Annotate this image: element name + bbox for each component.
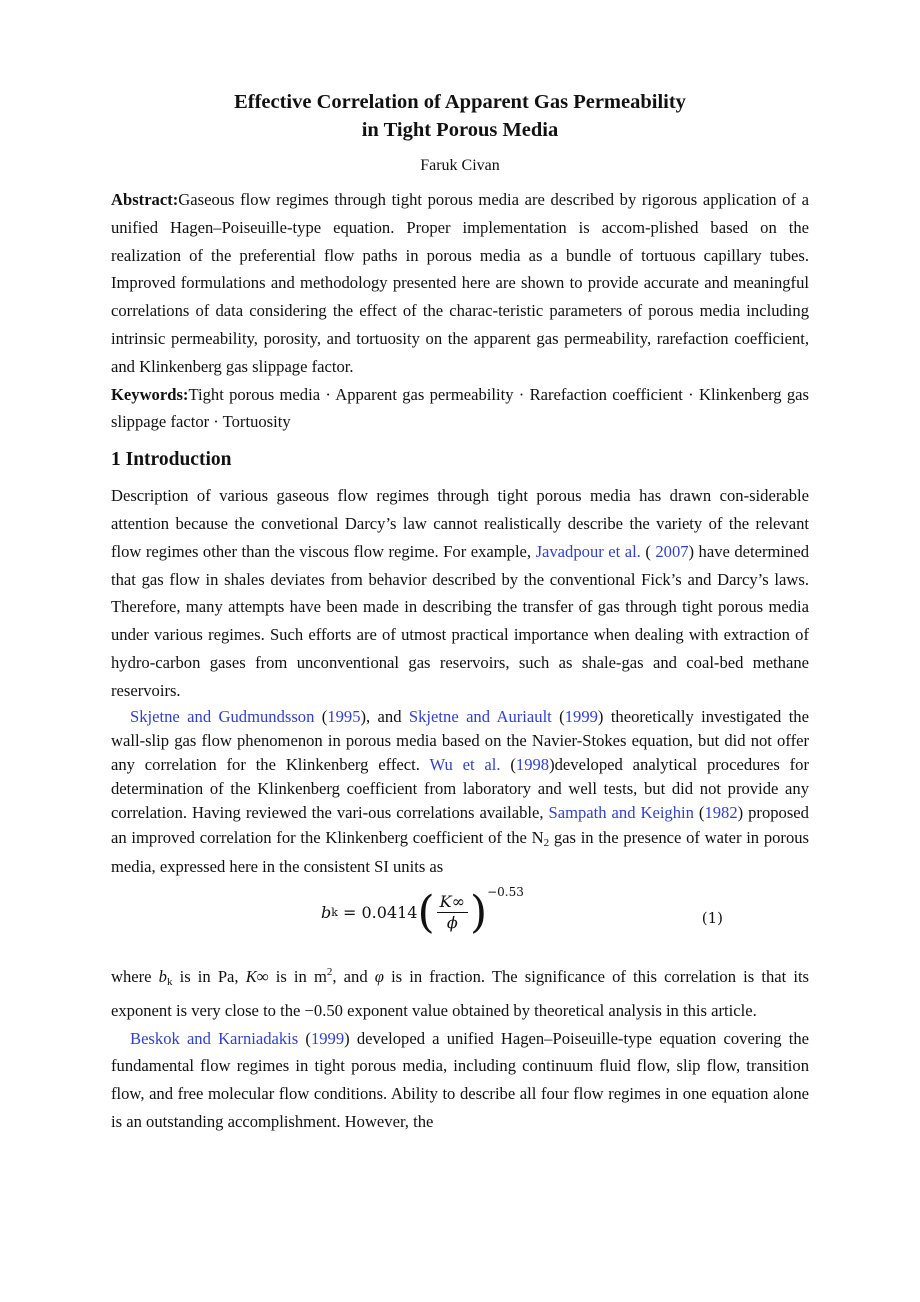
citation-link[interactable]: Javadpour et al.: [535, 541, 641, 561]
eq-left-paren: (: [417, 886, 435, 938]
paragraph-3: [111, 959, 809, 1025]
text-run: (: [500, 754, 516, 774]
text-run: (: [314, 706, 328, 726]
text-run: (: [693, 803, 705, 823]
equation-body: [321, 884, 524, 938]
abstract-label: Abstract:: [111, 190, 179, 209]
eq-right-paren: ): [469, 886, 488, 938]
abstract-text: Gaseous flow regimes through tight porous media are described by rigorous application of a unified Hagen–Poiseuille-type equation. Proper implementation is accom-plished based on the realization of the preferential flow paths in porous media as a bundle of tortuous capillary tubes. Improved formulations and methodology presented here are shown to provide accurate and meaningful correlations of data considering the effect of the charac-teristic parameters of porous media including intrinsic permeability, porosity, and tortuosity on the apparent gas permeability, rarefaction coefficient, and Klinkenberg gas slippage factor.: [111, 190, 809, 376]
text-run: ) have determined that gas flow in shales deviates from behavior described by the conventional Fick’s and Darcy’s laws. Therefore, many attempts have been made in describing the transfer of gas through tight porous media under various regimes. Such efforts are of utmost practical importance when dealing with extraction of hydro-carbon gases from unconventional gas reservoirs, such as shale-gas and coal-bed methane reservoirs.: [111, 541, 809, 700]
paragraph-4: [111, 1025, 809, 1136]
citation-link[interactable]: Wu et al.: [429, 754, 501, 774]
text-run: ) proposed an improved correlation for the Klinkenberg coefficient of the N: [111, 803, 809, 847]
paragraph-1: [111, 482, 809, 704]
symbol: b: [158, 966, 167, 986]
eq-lhs-sub: k: [331, 906, 338, 920]
text-run: )developed analytical procedures for determination of the Klinkenberg coefficient from laboratory and well tests, but did not provide any correlation. Having reviewed the vari-ous correlations available,: [111, 754, 809, 823]
keywords: [111, 381, 809, 437]
text-run: Description of various gaseous flow regimes through tight porous media has drawn con-siderable attention because the convetional Darcy’s law cannot realistically describe the variety of the relevant flow regimes other than the viscous flow regime. For example,: [111, 486, 809, 561]
title-line-2: in Tight Porous Media: [361, 119, 559, 141]
eq-denominator: ϕ: [446, 913, 458, 933]
citation-year-link[interactable]: 1995: [327, 706, 361, 726]
text-run: ), and: [360, 706, 409, 726]
eq-coefficient: = 0.0414: [337, 903, 418, 923]
text-run: , and: [332, 966, 375, 986]
text-run: (: [551, 706, 565, 726]
abstract: [111, 186, 809, 381]
text-run: is in fraction. The significance of this correlation is that its exponent is very close to the −0.50 exponent value obtained by theoretical analysis in this article.: [111, 966, 810, 1020]
citation-link[interactable]: Sampath and Keighin: [548, 803, 694, 823]
citation-year-link[interactable]: 1998: [515, 754, 550, 774]
superscript: 2: [326, 965, 333, 978]
keywords-text: Tight porous media · Apparent gas permeability · Rarefaction coefficient · Klinkenberg gas slippage factor · Tortuosity: [111, 384, 809, 432]
eq-fraction: [437, 892, 468, 933]
section-heading: 1 Introduction: [111, 449, 232, 471]
page: [111, 88, 809, 1136]
text-run: where: [111, 966, 159, 986]
text-run: ) theoretically investigated the wall-slip gas flow phenomenon in porous media based on the Navier-Stokes equation, but did not offer any correlation for the Klinkenberg effect.: [111, 706, 809, 774]
text-run: is in Pa,: [172, 966, 246, 986]
citation-link[interactable]: Skjetne and Gudmundsson: [130, 706, 315, 726]
citation-link[interactable]: Skjetne and Auriault: [408, 706, 552, 726]
subscript: 2: [543, 836, 550, 849]
text-run: gas in the presence of water in porous media, expressed here in the consistent SI units as: [111, 827, 809, 876]
citation-year-link[interactable]: 1999: [564, 706, 598, 726]
citation-year-link[interactable]: 2007: [655, 541, 689, 561]
paragraph-2: [111, 705, 809, 879]
text-run: is in m: [268, 966, 327, 986]
eq-exponent: −0.53: [487, 884, 524, 899]
citation-year-link[interactable]: 1999: [310, 1028, 345, 1048]
text-run: (: [298, 1028, 311, 1048]
subscript: k: [166, 975, 173, 988]
equation-1: [111, 879, 809, 959]
eq-lhs: b: [321, 903, 332, 923]
symbol: K∞: [245, 966, 269, 986]
text-run: (: [640, 541, 656, 561]
eq-numerator: K∞: [437, 892, 468, 913]
paper-title: [111, 88, 809, 144]
citation-year-link[interactable]: 1982: [704, 803, 738, 823]
title-line-1: Effective Correlation of Apparent Gas Permeability: [234, 91, 686, 113]
text-run: ) developed a unified Hagen–Poiseuille-type equation covering the fundamental flow regimes in tight porous media, including continuum fluid flow, slip flow, transition flow, and free molecular flow conditions. Ability to describe all four flow regimes in one equation alone is an outstanding accomplishment. However, the: [111, 1028, 809, 1131]
citation-link[interactable]: Beskok and Karniadakis: [130, 1028, 299, 1048]
symbol: φ: [374, 966, 384, 986]
keywords-label: Keywords:: [111, 384, 189, 404]
equation-number: (1): [701, 908, 723, 927]
author: Faruk Civan: [420, 157, 500, 174]
